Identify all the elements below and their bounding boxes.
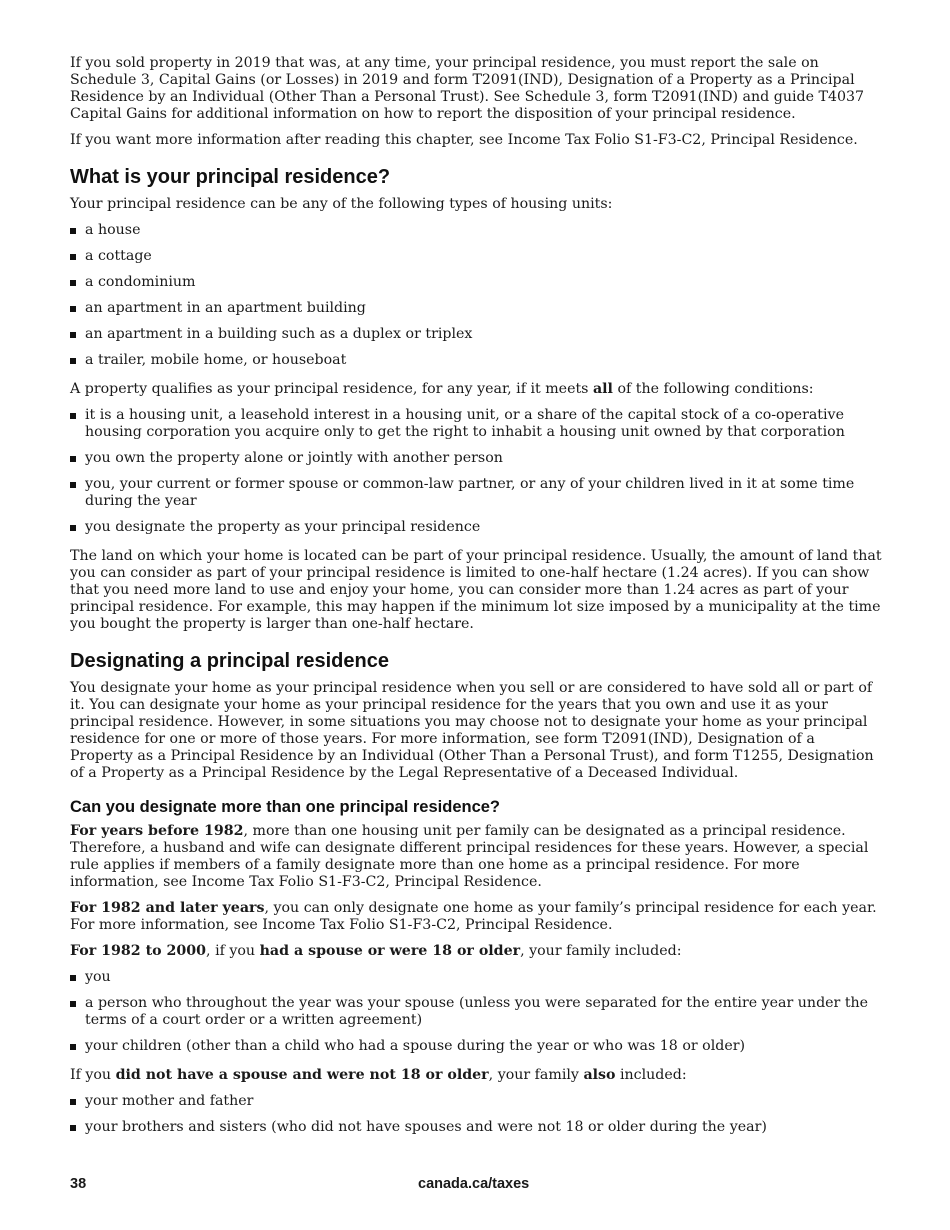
list-item: an apartment in an apartment building (70, 300, 882, 317)
bullet-icon (70, 1001, 76, 1007)
bullet-icon (70, 306, 76, 312)
list-item: a person who throughout the year was your spouse (unless you were separated for the entire year under the terms of a court order or a written agreement) (70, 995, 882, 1029)
1982-2000-paragraph: For 1982 to 2000, if you had a spouse or were 18 or older, your family included: (70, 943, 682, 959)
heading-more-than-one-residence: Can you designate more than one principal residence? (70, 798, 501, 816)
list-item: your brothers and sisters (who did not have spouses and were not 18 or older during the year) (70, 1119, 882, 1136)
bullet-icon (70, 456, 76, 462)
page-footer (70, 1176, 882, 1196)
list-item: your children (other than a child who had a spouse during the year or who was 18 or older) (70, 1038, 882, 1055)
bullet-icon (70, 254, 76, 260)
intro-more-info: If you want more information after reading this chapter, see Income Tax Folio S1-F3-C2, Principal Residence. (70, 132, 858, 148)
bullet-icon (70, 228, 76, 234)
page-number: 38 (70, 1176, 87, 1192)
family-list-1 (70, 969, 882, 1055)
family-list-2 (70, 1093, 882, 1136)
housing-units-list (70, 222, 882, 369)
before-1982-paragraph: For years before 1982, more than one housing unit per family can be designated as a principal residence. Therefore, a husband and wife can designate different principal residences for these years. However, a special rule applies if members of a family designate more than one home as a principal residence. For more information, see Income Tax Folio S1-F3-C2, Principal Residence. (70, 823, 869, 890)
intro-paragraph: If you sold property in 2019 that was, at any time, your principal residence, you must report the sale on Schedule 3, Capital Gains (or Losses) in 2019 and form T2091(IND), Designation of a Property as a Principal Residence by an Individual (Other Than a Personal Trust). See Schedule 3, form T2091(IND) and guide T4037 Capital Gains for additional information on how to report the disposition of your principal residence. (70, 55, 865, 122)
land-paragraph: The land on which your home is located can be part of your principal residence. Usually, the amount of land that you can consider as part of your principal residence is limited to one-half hectare (1.24 acres). If you can show that you need more land to use and enjoy your home, you can consider more than 1.24 acres as part of your principal residence. For example, this may happen if the minimum lot size imposed by a municipality at the time you bought the property is larger than one-half hectare. (70, 548, 882, 632)
bullet-icon (70, 482, 76, 488)
list-item: you own the property alone or jointly with another person (70, 450, 882, 467)
heading-designating-principal-residence: Designating a principal residence (70, 650, 389, 672)
conditions-lead: A property qualifies as your principal residence, for any year, if it meets all of the following conditions: (70, 381, 814, 397)
bullet-icon (70, 1099, 76, 1105)
bullet-icon (70, 413, 76, 419)
footer-url: canada.ca/taxes (418, 1176, 530, 1192)
bullet-icon (70, 1125, 76, 1131)
list-item: a cottage (70, 248, 882, 265)
bullet-icon (70, 358, 76, 364)
housing-units-lead: Your principal residence can be any of the following types of housing units: (70, 196, 613, 212)
designating-paragraph: You designate your home as your principal residence when you sell or are considered to have sold all or part of it. You can designate your home as your principal residence for the years that you own and use it as your principal residence. However, in some situations you may choose not to designate your home as your principal residence for one or more of those years. For more information, see form T2091(IND), Designation of a Property as a Principal Residence by an Individual (Other Than a Personal Trust), and form T1255, Designation of a Property as a Principal Residence by the Legal Representative of a Deceased Individual. (70, 680, 874, 781)
list-item: a trailer, mobile home, or houseboat (70, 352, 882, 369)
heading-what-is-principal-residence: What is your principal residence? (70, 166, 391, 188)
conditions-list (70, 407, 882, 536)
list-item: a house (70, 222, 882, 239)
list-item: you designate the property as your principal residence (70, 519, 882, 536)
list-item: an apartment in a building such as a duplex or triplex (70, 326, 882, 343)
no-spouse-paragraph: If you did not have a spouse and were not 18 or older, your family also included: (70, 1067, 687, 1083)
list-item: you (70, 969, 882, 986)
bullet-icon (70, 332, 76, 338)
list-item: your mother and father (70, 1093, 882, 1110)
bullet-icon (70, 280, 76, 286)
bullet-icon (70, 525, 76, 531)
list-item: it is a housing unit, a leasehold interest in a housing unit, or a share of the capital stock of a co-operative housing corporation you acquire only to get the right to inhabit a housing unit owned by that corporation (70, 407, 882, 441)
list-item: you, your current or former spouse or common-law partner, or any of your children lived in it at some time during the year (70, 476, 882, 510)
after-1982-paragraph: For 1982 and later years, you can only designate one home as your family’s principal residence for each year. For more information, see Income Tax Folio S1-F3-C2, Principal Residence. (70, 900, 877, 933)
list-item: a condominium (70, 274, 882, 291)
bullet-icon (70, 1044, 76, 1050)
bullet-icon (70, 975, 76, 981)
page-content (70, 55, 882, 1148)
